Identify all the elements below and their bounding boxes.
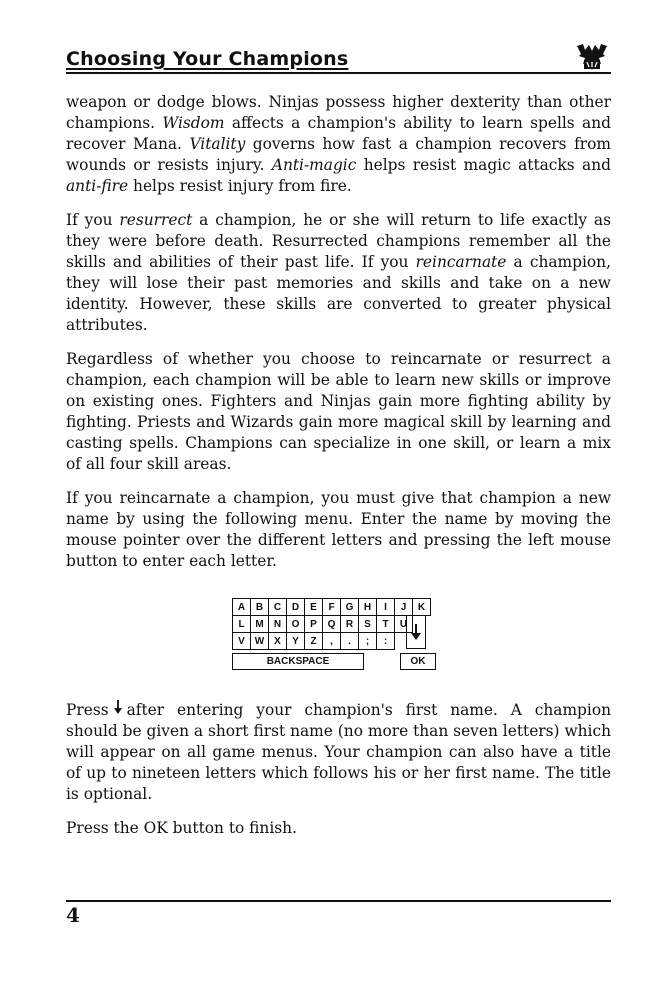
ok-button[interactable]: OK (400, 653, 436, 670)
key-comma[interactable]: , (322, 632, 341, 650)
key-m[interactable]: M (250, 615, 269, 633)
backspace-button[interactable]: BACKSPACE (232, 653, 364, 670)
body-text-upper (66, 92, 611, 585)
term-anti-fire: anti-fire (66, 177, 129, 195)
keyboard-bottom-row (232, 653, 442, 670)
key-r[interactable]: R (340, 615, 359, 633)
paragraph-press-arrow (66, 700, 611, 805)
down-arrow-icon (113, 700, 123, 721)
text-span: a champion, they will lose their past memories and skills and take on a new identity. However, these skills are converted to greater physical attributes. (66, 253, 611, 334)
key-g[interactable]: G (340, 598, 359, 616)
paragraph-resurrect (66, 210, 611, 336)
key-semicolon[interactable]: ; (358, 632, 377, 650)
key-j[interactable]: J (394, 598, 413, 616)
term-anti-magic: Anti-magic (271, 156, 357, 174)
text-span: a champion, he or she will return to life exactly as they were before death. Resurrected champions remember all the skills and abilities of their past life. If you (66, 211, 612, 271)
key-colon[interactable]: : (376, 632, 395, 650)
key-n[interactable]: N (268, 615, 287, 633)
paragraph-press-ok: Press the OK button to finish. (66, 819, 297, 837)
term-resurrect: resurrect (119, 211, 193, 229)
down-arrow-icon (410, 623, 422, 641)
key-k[interactable]: K (412, 598, 431, 616)
key-u[interactable]: U (394, 615, 413, 633)
key-q[interactable]: Q (322, 615, 341, 633)
footer-divider (66, 900, 611, 902)
keyboard-row-1 (232, 598, 442, 615)
paragraph-skills: Regardless of whether you choose to reincarnate or resurrect a champion, each champion will be able to learn new skills or improve on existing ones. Fighters and Ninjas gain more fighting ability by fighting. Priests and Wizards gain more magical skill by learning and casting spells. Champions can specialize in one skill, or learn a mix of all four skill areas. (66, 350, 611, 473)
text-span: weapon or dodge blows. Ninjas possess higher dexterity than other champions. (66, 93, 611, 132)
term-vitality: Vitality (189, 135, 246, 153)
page-title: Choosing Your Champions (66, 48, 349, 70)
name-entry-keyboard (232, 598, 442, 670)
enter-arrow-button[interactable] (406, 615, 426, 649)
key-s[interactable]: S (358, 615, 377, 633)
term-wisdom: Wisdom (162, 114, 225, 132)
page-number: 4 (66, 903, 80, 927)
key-y[interactable]: Y (286, 632, 305, 650)
key-i[interactable]: I (376, 598, 395, 616)
key-o[interactable]: O (286, 615, 305, 633)
key-w[interactable]: W (250, 632, 269, 650)
key-x[interactable]: X (268, 632, 287, 650)
key-h[interactable]: H (358, 598, 377, 616)
key-e[interactable]: E (304, 598, 323, 616)
key-v[interactable]: V (232, 632, 251, 650)
key-period[interactable]: . (340, 632, 359, 650)
key-l[interactable]: L (232, 615, 251, 633)
key-t[interactable]: T (376, 615, 395, 633)
key-z[interactable]: Z (304, 632, 323, 650)
text-span: helps resist injury from fire. (128, 177, 352, 195)
text-span: Press (66, 701, 109, 719)
text-span: If you (66, 211, 120, 229)
key-c[interactable]: C (268, 598, 287, 616)
key-p[interactable]: P (304, 615, 323, 633)
key-f[interactable]: F (322, 598, 341, 616)
term-reincarnate: reincarnate (415, 253, 507, 271)
text-span: helps resist magic attacks and (356, 156, 611, 174)
page-header (66, 38, 611, 74)
text-span: after entering your champion's first name. A champion should be given a short first name (no more than seven letters) which will appear on all game menus. Your champion can also have a title of up to nineteen letters which follows his or her first name. The title is optional. (66, 701, 611, 803)
dungeon-master-logo-icon (575, 42, 609, 72)
key-b[interactable]: B (250, 598, 269, 616)
key-a[interactable]: A (232, 598, 251, 616)
body-text-lower (66, 700, 611, 852)
text-span: affects a champion's ability to learn spells and recover Mana. (66, 114, 611, 153)
key-d[interactable]: D (286, 598, 305, 616)
text-span: governs how fast a champion recovers from wounds or resists injury. (66, 135, 611, 174)
paragraph-naming: If you reincarnate a champion, you must give that champion a new name by using the following menu. Enter the name by moving the mouse pointer over the different letters and pressing the left mouse button to enter each letter. (66, 489, 611, 570)
paragraph-stats (66, 92, 611, 197)
